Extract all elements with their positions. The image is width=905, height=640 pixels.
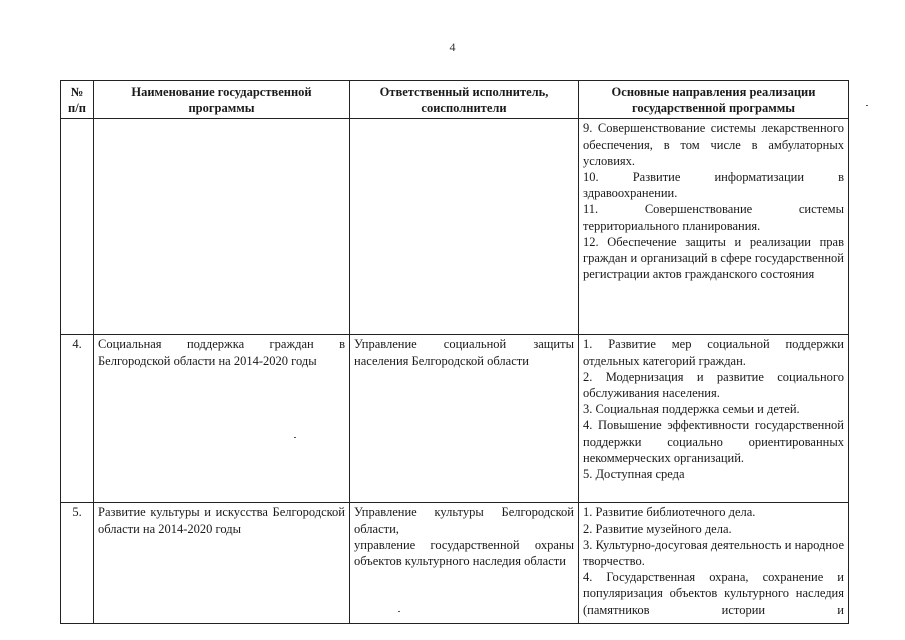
header-executor: Ответственный исполнитель, соисполнители <box>350 81 579 119</box>
header-directions: Основные направления реализации государственной программы <box>579 81 849 119</box>
directions-cell <box>579 503 849 624</box>
table-header-row <box>61 81 849 119</box>
table-row <box>61 503 849 624</box>
cont-executor-cell <box>350 119 579 335</box>
header-program: Наименование государственной программы <box>94 81 350 119</box>
cont-directions-cell <box>579 119 849 335</box>
responsible-executor <box>350 503 579 624</box>
executor-line: управление государственной охраны объектов культурного наследия области <box>354 537 574 569</box>
scan-speck <box>398 611 400 612</box>
row-number: 4. <box>61 335 94 503</box>
cont-program-cell <box>94 119 350 335</box>
page-number: 4 <box>449 40 456 54</box>
direction-item: 1. Развитие мер социальной поддержки отдельных категорий граждан. <box>583 337 844 368</box>
direction-item: 12. Обеспечение защиты и реализации прав граждан и организаций в сфере государственной регистрации актов гражданского состояния <box>583 234 844 282</box>
direction-item: 11. Совершенствование системы территориального планирования. <box>583 202 844 233</box>
responsible-executor: Управление социальной защиты населения Белгородской области <box>350 335 579 503</box>
cont-num-cell <box>61 119 94 335</box>
program-name: Социальная поддержка граждан в Белгородской области на 2014-2020 годы <box>94 335 350 503</box>
executor-line: Управление культуры Белгородской области, <box>354 505 574 536</box>
scan-speck <box>294 437 296 438</box>
scan-speck <box>866 105 868 106</box>
programs-table <box>60 80 849 624</box>
direction-item: 3. Культурно-досуговая деятельность и народное творчество. <box>583 537 844 569</box>
table-row <box>61 335 849 503</box>
table-row-continuation <box>61 119 849 335</box>
header-num: № п/п <box>61 81 94 119</box>
direction-item: 2. Развитие музейного дела. <box>583 521 732 536</box>
direction-item: 2. Модернизация и развитие социального обслуживания населения. <box>583 369 844 401</box>
direction-item: 5. Доступная среда <box>583 467 685 482</box>
direction-item: 4. Повышение эффективности государственной поддержки социально ориентированных некоммерческих организаций. <box>583 418 844 465</box>
program-name: Развитие культуры и искусства Белгородской области на 2014-2020 годы <box>94 503 350 624</box>
directions-cell <box>579 335 849 503</box>
direction-item: 10. Развитие информатизации в здравоохранении. <box>583 170 844 201</box>
direction-item: 9. Совершенствование системы лекарственного обеспечения, в том числе в амбулаторных условиях. <box>583 121 844 168</box>
row-number: 5. <box>61 503 94 624</box>
direction-item: 1. Развитие библиотечного дела. <box>583 505 756 520</box>
direction-item: 4. Государственная охрана, сохранение и популяризация объектов культурного наследия (памятников истории и <box>583 570 844 617</box>
direction-item: 3. Социальная поддержка семьи и детей. <box>583 402 800 417</box>
